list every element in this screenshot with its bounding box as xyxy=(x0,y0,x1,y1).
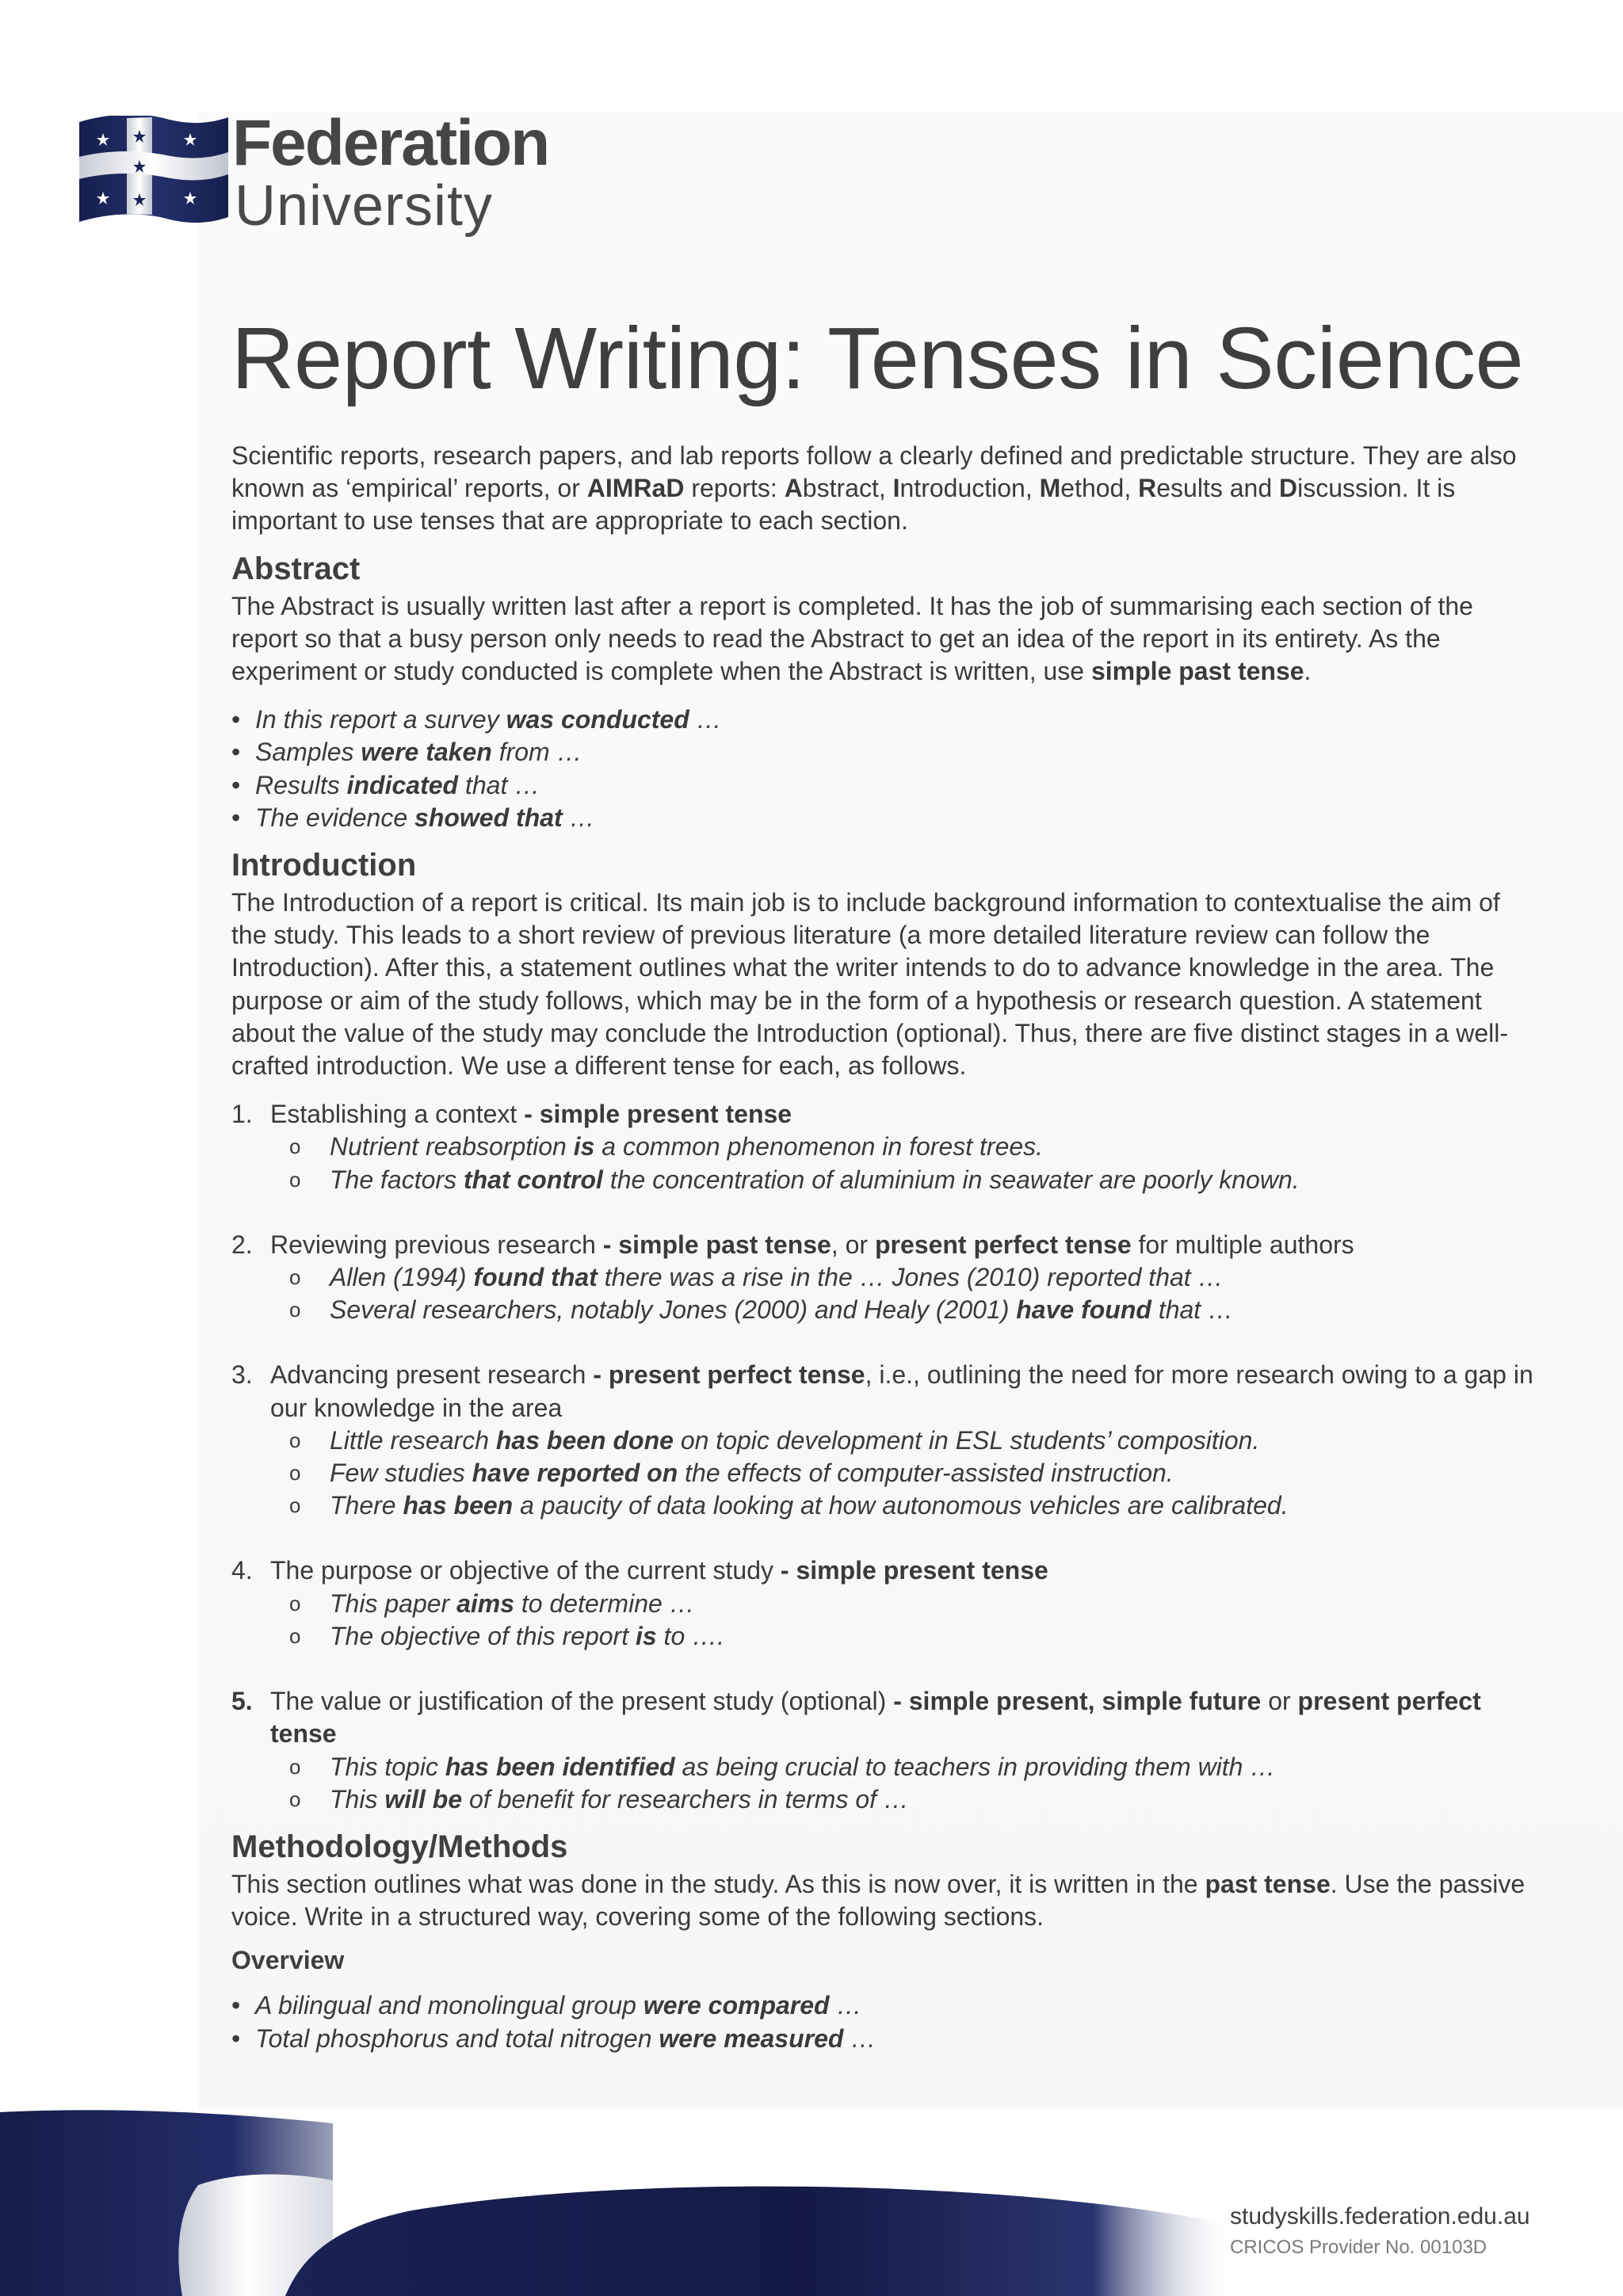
text-run: The Abstract is usually written last after a report is completed. It has the job of summarising each section of the report so that a busy person only needs to read the Abstract to get an idea of the report in its entirety. As the experiment or study conducted is complete when the Abstract is written, use xyxy=(231,591,1473,686)
emphasis-text: past tense xyxy=(1205,1869,1331,1898)
text-run: reports: xyxy=(684,474,785,503)
abstract-paragraph xyxy=(231,590,1539,688)
emphasis-text: indicated xyxy=(346,770,459,799)
emphasis-text: that control xyxy=(463,1165,603,1194)
text-run: of benefit for researchers in terms of … xyxy=(462,1784,909,1814)
text-run: a common phenomenon in forest trees. xyxy=(594,1132,1044,1161)
stage-examples xyxy=(270,1131,1539,1196)
text-run: ntroduction, xyxy=(899,474,1040,503)
text-run: to …. xyxy=(656,1621,725,1650)
emphasis-text: M xyxy=(1039,474,1061,503)
example-item xyxy=(270,1131,1539,1163)
example-item xyxy=(270,1294,1539,1326)
example-item xyxy=(270,1457,1539,1489)
stage-item xyxy=(231,1098,1539,1196)
stage-number: 5. xyxy=(231,1687,253,1716)
text-run: Advancing present research xyxy=(270,1360,594,1390)
emphasis-text: will be xyxy=(384,1784,463,1814)
text-run: The objective of this report xyxy=(330,1621,636,1650)
stage-label xyxy=(270,1685,1539,1750)
list-item xyxy=(231,704,1539,736)
emphasis-text: R xyxy=(1138,474,1157,503)
example-item xyxy=(270,1164,1539,1196)
introduction-paragraph xyxy=(231,887,1539,1082)
page-title: Report Writing: Tenses in Science xyxy=(231,310,1524,407)
text-run: … xyxy=(829,1991,862,2020)
emphasis-text: is xyxy=(573,1132,595,1161)
emphasis-text: D xyxy=(1279,474,1298,503)
emphasis-text: A xyxy=(784,474,803,503)
text-run: , i.e., outlining the need for more research owing to a gap in our knowledge in the area xyxy=(270,1360,1533,1422)
stage-label xyxy=(270,1359,1539,1424)
emphasis-text: has been xyxy=(403,1491,514,1520)
text-run: or xyxy=(1261,1687,1298,1716)
emphasis-text: was conducted xyxy=(506,705,689,734)
stage-item xyxy=(231,1229,1539,1327)
text-run: Samples xyxy=(255,738,361,767)
emphasis-text: has been done xyxy=(495,1425,674,1455)
text-run: There xyxy=(330,1491,403,1520)
logo-wordmark-federation: Federation xyxy=(232,107,549,179)
example-item xyxy=(270,1588,1539,1620)
text-run: The factors xyxy=(330,1165,464,1194)
list-item xyxy=(231,1989,1539,2022)
emphasis-text: AIMRaD xyxy=(586,474,685,503)
text-run: Few studies xyxy=(330,1459,472,1488)
emphasis-text: were taken xyxy=(361,738,492,767)
stage-examples xyxy=(270,1588,1539,1653)
stage-examples xyxy=(270,1261,1539,1326)
example-item xyxy=(270,1489,1539,1522)
text-run: Total phosphorus and total nitrogen xyxy=(255,2023,659,2053)
emphasis-text: showed that xyxy=(414,803,563,832)
stage-item xyxy=(231,1359,1539,1522)
text-run: In this report a survey xyxy=(255,705,506,734)
emphasis-text: I xyxy=(892,474,900,503)
overview-subheading: Overview xyxy=(231,1946,345,1975)
introduction-stages xyxy=(231,1098,1539,1816)
text-run: iscussion. It is important to use tenses that are appropriate to each section. xyxy=(231,474,1456,536)
footer-website: studyskills.federation.edu.au xyxy=(1230,2203,1530,2229)
text-run: … xyxy=(562,803,595,832)
text-run: This xyxy=(330,1784,385,1814)
stage-label xyxy=(270,1554,1539,1587)
introduction-heading: Introduction xyxy=(231,848,417,883)
footer-ribbon-decoration xyxy=(0,2092,1623,2296)
emphasis-text: has been identified xyxy=(445,1752,675,1781)
stage-number: 2. xyxy=(231,1230,253,1259)
text-run: Several researchers, notably Jones (2000) and Healy (2001) xyxy=(330,1295,1017,1325)
text-run: esults and xyxy=(1156,474,1279,503)
list-item xyxy=(231,2023,1539,2055)
text-run: that … xyxy=(1151,1295,1234,1325)
text-run: from … xyxy=(491,738,582,767)
list-item xyxy=(231,769,1539,802)
emphasis-text: found that xyxy=(473,1263,598,1292)
emphasis-text: have reported on xyxy=(472,1459,678,1488)
emphasis-text: is xyxy=(635,1621,657,1650)
stage-number: 3. xyxy=(231,1360,253,1390)
text-run: Little research xyxy=(330,1425,496,1455)
footer-cricos-provider: CRICOS Provider No. 00103D xyxy=(1230,2237,1487,2258)
emphasis-text: simple past tense xyxy=(1090,657,1304,686)
text-run: for multiple authors xyxy=(1131,1230,1354,1259)
text-run: a paucity of data looking at how autonomous vehicles are calibrated. xyxy=(513,1491,1289,1520)
abstract-heading: Abstract xyxy=(231,551,361,586)
abstract-examples xyxy=(231,704,1539,834)
methods-paragraph xyxy=(231,1868,1539,1933)
text-run: … xyxy=(843,2023,876,2053)
text-run: The evidence xyxy=(255,803,415,832)
stage-examples xyxy=(270,1751,1539,1816)
text-run: Scientific reports, research papers, and lab reports follow a clearly defined and predictable structure. They are also known as ‘empirical’ reports, or xyxy=(231,441,1517,503)
text-run: A bilingual and monolingual group xyxy=(255,1991,643,2020)
emphasis-text: were compared xyxy=(643,1991,830,2020)
example-item xyxy=(270,1425,1539,1457)
text-run: Reviewing previous research xyxy=(270,1230,603,1259)
text-run: the effects of computer-assisted instruction. xyxy=(678,1459,1174,1488)
text-run: ethod, xyxy=(1060,474,1139,503)
emphasis-text: - present perfect tense xyxy=(593,1360,865,1390)
methods-heading: Methodology/Methods xyxy=(231,1829,568,1864)
stage-item xyxy=(231,1685,1539,1816)
text-run: This topic xyxy=(330,1752,445,1781)
emphasis-text: were measured xyxy=(659,2023,844,2053)
intro-paragraph xyxy=(231,440,1539,538)
text-run: bstract, xyxy=(802,474,893,503)
text-run: Establishing a context xyxy=(270,1100,525,1129)
text-run: to determine … xyxy=(514,1589,695,1618)
example-item xyxy=(270,1261,1539,1294)
emphasis-text: - simple present tense xyxy=(780,1556,1048,1585)
text-run: This section outlines what was done in the study. As this is now over, it is written in the xyxy=(231,1869,1205,1898)
text-run: there was a rise in the … Jones (2010) reported that … xyxy=(597,1263,1224,1292)
text-run: on topic development in ESL students’ composition. xyxy=(673,1425,1260,1455)
text-run: as being crucial to teachers in providing them with … xyxy=(674,1752,1276,1781)
stage-examples xyxy=(270,1425,1539,1523)
text-run: . Use the passive voice. Write in a structured way, covering some of the following sections. xyxy=(231,1869,1526,1932)
methods-examples xyxy=(231,1989,1539,2054)
list-item xyxy=(231,802,1539,834)
example-item xyxy=(270,1751,1539,1783)
flag-logo-icon xyxy=(79,116,228,227)
text-run: The value or justification of the present study (optional) xyxy=(270,1687,894,1716)
text-run: The purpose or objective of the current study xyxy=(270,1556,781,1585)
emphasis-text: - simple past tense xyxy=(602,1230,831,1259)
federation-university-logo xyxy=(79,107,571,246)
stage-number: 4. xyxy=(231,1556,253,1585)
document-body xyxy=(231,440,1539,2055)
emphasis-text: aims xyxy=(456,1589,515,1618)
stage-label xyxy=(270,1098,1539,1131)
stage-item xyxy=(231,1554,1539,1653)
example-item xyxy=(270,1620,1539,1653)
stage-number: 1. xyxy=(231,1100,253,1129)
text-run: Allen (1994) xyxy=(330,1263,474,1292)
text-run: Results xyxy=(255,770,347,799)
text-run: … xyxy=(689,705,722,734)
text-run: Nutrient reabsorption xyxy=(330,1132,574,1161)
text-run: that … xyxy=(458,770,540,799)
emphasis-text: present perfect tense xyxy=(270,1687,1481,1749)
example-item xyxy=(270,1783,1539,1816)
text-run: the concentration of aluminium in seawater are poorly known. xyxy=(602,1165,1300,1194)
emphasis-text: present perfect tense xyxy=(874,1230,1132,1259)
text-run: This paper xyxy=(330,1589,457,1618)
emphasis-text: have found xyxy=(1016,1295,1151,1325)
emphasis-text: - simple present tense xyxy=(524,1100,792,1129)
stage-label xyxy=(270,1229,1539,1261)
list-item xyxy=(231,736,1539,769)
text-run: , or xyxy=(831,1230,875,1259)
text-run: The Introduction of a report is critical. Its main job is to include background information to contextualise the aim of the study. This leads to a short review of previous literature (a more detailed literature review can follow the Introduction). After this, a statement outlines what the writer intends to do to advance knowledge in the area. The purpose or aim of the study follows, which may be in the form of a hypothesis or research question. A statement about the value of the study may conclude the Introduction (optional). Thus, there are five distinct stages in a well-crafted introduction. We use a different tense for each, as follows. xyxy=(231,888,1508,1081)
text-run: . xyxy=(1304,657,1312,686)
logo-wordmark-university: University xyxy=(235,174,494,238)
emphasis-text: - simple present, simple future xyxy=(893,1687,1262,1716)
